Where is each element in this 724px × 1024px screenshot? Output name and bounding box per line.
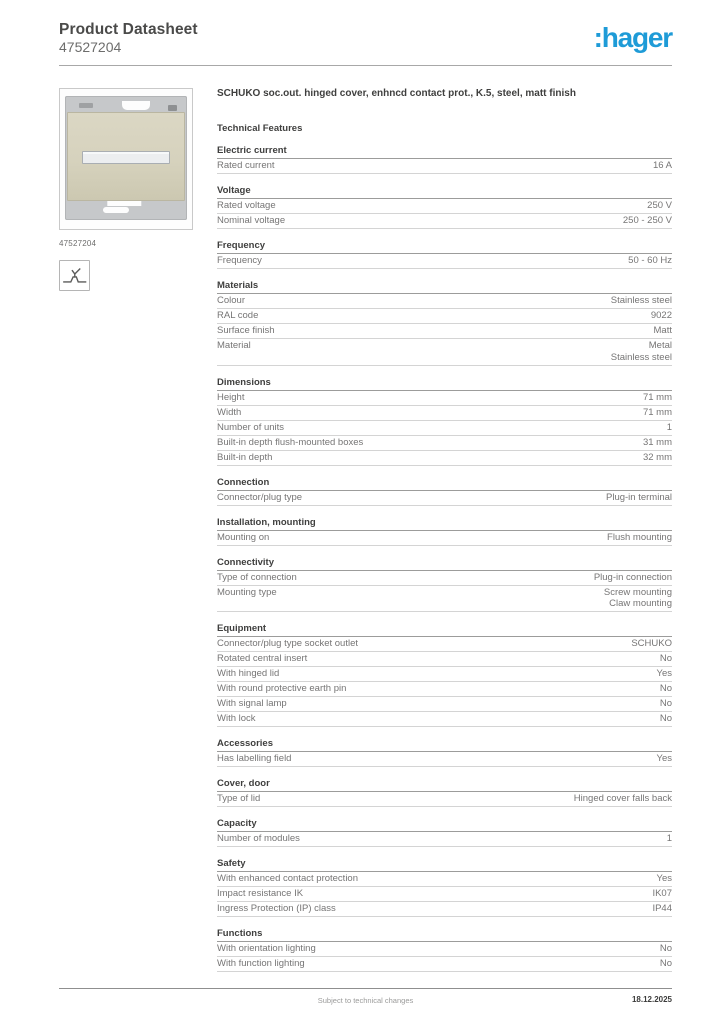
spec-row xyxy=(217,391,672,406)
header-title-block xyxy=(59,21,198,56)
spec-row xyxy=(217,586,672,613)
spec-section-title: Connectivity xyxy=(217,557,672,571)
spec-value: Yes xyxy=(656,873,672,884)
spec-row xyxy=(217,652,672,667)
spec-label: Height xyxy=(217,391,245,403)
spec-value: Plug-in connection xyxy=(593,571,672,583)
spec-label: Frequency xyxy=(217,255,262,266)
page-footer xyxy=(59,988,672,1024)
spec-row xyxy=(217,887,672,902)
spec-value: 250 - 250 V xyxy=(622,215,672,226)
spec-value: 16 A xyxy=(652,160,672,171)
spec-section xyxy=(217,517,672,546)
spec-label: Built-in depth flush-mounted boxes xyxy=(217,436,364,448)
spec-section xyxy=(217,477,672,506)
spec-section xyxy=(217,557,672,613)
spec-sections xyxy=(217,145,672,972)
spec-value xyxy=(611,340,672,363)
spec-label: Rotated central insert xyxy=(217,653,308,664)
spec-label: With orientation lighting xyxy=(217,943,316,954)
header-divider xyxy=(59,65,672,66)
spec-value: Hinged cover falls back xyxy=(573,793,672,804)
spec-row xyxy=(217,294,672,309)
spec-section-title: Functions xyxy=(217,928,672,942)
spec-label: Built-in depth xyxy=(217,451,273,463)
spec-section-title: Frequency xyxy=(217,240,672,254)
spec-section-title: Materials xyxy=(217,280,672,294)
spec-row xyxy=(217,254,672,269)
spec-section xyxy=(217,377,672,466)
spec-label: Rated current xyxy=(217,160,275,171)
spec-section-title: Voltage xyxy=(217,185,672,199)
spec-section-title: Dimensions xyxy=(217,377,672,391)
left-column xyxy=(59,88,193,972)
socket-cover-graphic xyxy=(67,112,185,201)
spec-section xyxy=(217,280,672,366)
hager-logo: :hager xyxy=(593,22,672,53)
spec-row xyxy=(217,832,672,847)
image-caption: 47527204 xyxy=(59,239,97,248)
spec-row xyxy=(217,942,672,957)
spec-section-title: Installation, mounting xyxy=(217,517,672,531)
spec-section-title: Cover, door xyxy=(217,778,672,792)
spec-value: Stainless steel xyxy=(610,295,672,306)
spec-value-line: Stainless steel xyxy=(610,351,672,363)
spec-label: Number of units xyxy=(217,421,285,433)
spec-label: With enhanced contact protection xyxy=(217,873,359,884)
spec-section xyxy=(217,738,672,767)
spec-label: RAL code xyxy=(217,310,259,321)
spec-value: No xyxy=(659,683,672,694)
spec-row xyxy=(217,436,672,451)
header-product-number: 47527204 xyxy=(59,39,122,55)
spec-row xyxy=(217,712,672,727)
spec-value: No xyxy=(659,653,672,664)
spec-label: Connector/plug type xyxy=(217,491,303,503)
spec-value xyxy=(604,587,672,610)
spec-row xyxy=(217,667,672,682)
spec-section xyxy=(217,858,672,917)
spec-value: IP44 xyxy=(652,903,672,914)
spec-label: Nominal voltage xyxy=(217,215,286,226)
spec-value: IK07 xyxy=(652,888,672,899)
spec-value: No xyxy=(659,713,672,724)
claw-fixing-icon xyxy=(59,260,90,291)
spec-value: 71 mm xyxy=(642,406,672,418)
spec-value: Plug-in terminal xyxy=(606,491,672,503)
spec-value: No xyxy=(659,698,672,709)
footer-note: Subject to technical changes xyxy=(317,996,414,1005)
spec-section-title: Safety xyxy=(217,858,672,872)
spec-value: SCHUKO xyxy=(631,638,672,649)
spec-row xyxy=(217,214,672,229)
spec-column xyxy=(217,88,672,972)
spec-value: No xyxy=(659,943,672,954)
spec-row xyxy=(217,682,672,697)
spec-label: Colour xyxy=(217,295,245,306)
spec-value-line: Screw mounting xyxy=(603,586,672,598)
spec-label: With hinged lid xyxy=(217,668,280,679)
spec-value-line: Metal xyxy=(648,340,672,351)
spec-row xyxy=(217,339,672,366)
page-header xyxy=(59,21,672,56)
spec-row xyxy=(217,637,672,652)
spec-value: 50 - 60 Hz xyxy=(628,255,672,266)
spec-label: Width xyxy=(217,406,242,418)
spec-label: Surface finish xyxy=(217,325,275,336)
spec-section-title: Electric current xyxy=(217,145,672,159)
spec-label: Ingress Protection (IP) class xyxy=(217,903,336,914)
spec-label: Mounting type xyxy=(217,586,277,598)
spec-row xyxy=(217,697,672,712)
spec-label: Connector/plug type socket outlet xyxy=(217,638,359,649)
product-image xyxy=(59,88,193,230)
spec-value: 1 xyxy=(666,421,672,433)
spec-row xyxy=(217,451,672,466)
spec-label: Type of connection xyxy=(217,571,297,583)
spec-label: Material xyxy=(217,340,251,351)
spec-label: Has labelling field xyxy=(217,753,292,764)
spec-value: Yes xyxy=(656,753,672,764)
spec-value: Flush mounting xyxy=(607,531,672,543)
spec-section xyxy=(217,623,672,727)
spec-value: 250 V xyxy=(647,200,672,211)
spec-row xyxy=(217,531,672,546)
spec-row xyxy=(217,752,672,767)
spec-section xyxy=(217,240,672,269)
page-title: Product Datasheet xyxy=(59,21,198,38)
labelling-field-graphic xyxy=(82,151,170,164)
spec-label: Impact resistance IK xyxy=(217,888,304,899)
spec-section-title: Capacity xyxy=(217,818,672,832)
spec-section xyxy=(217,818,672,847)
spec-label: Rated voltage xyxy=(217,200,276,211)
spec-row xyxy=(217,324,672,339)
spec-value: Matt xyxy=(653,325,672,336)
spec-value: Yes xyxy=(656,668,672,679)
spec-label: With signal lamp xyxy=(217,698,287,709)
spec-label: Mounting on xyxy=(217,531,270,543)
spec-section-title: Equipment xyxy=(217,623,672,637)
spec-section-title: Connection xyxy=(217,477,672,491)
spec-row xyxy=(217,957,672,972)
spec-label: Type of lid xyxy=(217,793,261,804)
spec-row xyxy=(217,159,672,174)
spec-row xyxy=(217,406,672,421)
spec-value: 9022 xyxy=(650,310,672,321)
spec-value: 1 xyxy=(666,833,672,844)
spec-section xyxy=(217,145,672,174)
spec-section xyxy=(217,778,672,807)
spec-value: 32 mm xyxy=(642,451,672,463)
spec-row xyxy=(217,421,672,436)
spec-row xyxy=(217,792,672,807)
spec-value-line: Claw mounting xyxy=(609,598,672,609)
product-title: SCHUKO soc.out. hinged cover, enhncd contact prot., K.5, steel, matt finish xyxy=(217,88,576,99)
spec-label: With round protective earth pin xyxy=(217,683,347,694)
footer-date: 18.12.2025 xyxy=(631,995,672,1004)
spec-section xyxy=(217,185,672,229)
spec-row xyxy=(217,309,672,324)
spec-value: 31 mm xyxy=(642,436,672,448)
spec-value: 71 mm xyxy=(642,391,672,403)
spec-section xyxy=(217,928,672,972)
technical-features-heading: Technical Features xyxy=(217,123,303,134)
spec-row xyxy=(217,872,672,887)
spec-section-title: Accessories xyxy=(217,738,672,752)
spec-row xyxy=(217,199,672,214)
spec-label: Number of modules xyxy=(217,833,300,844)
spec-row xyxy=(217,491,672,506)
spec-row xyxy=(217,902,672,917)
spec-label: With lock xyxy=(217,713,256,724)
spec-value: No xyxy=(659,958,672,969)
spec-row xyxy=(217,571,672,586)
spec-label: With function lighting xyxy=(217,958,305,969)
